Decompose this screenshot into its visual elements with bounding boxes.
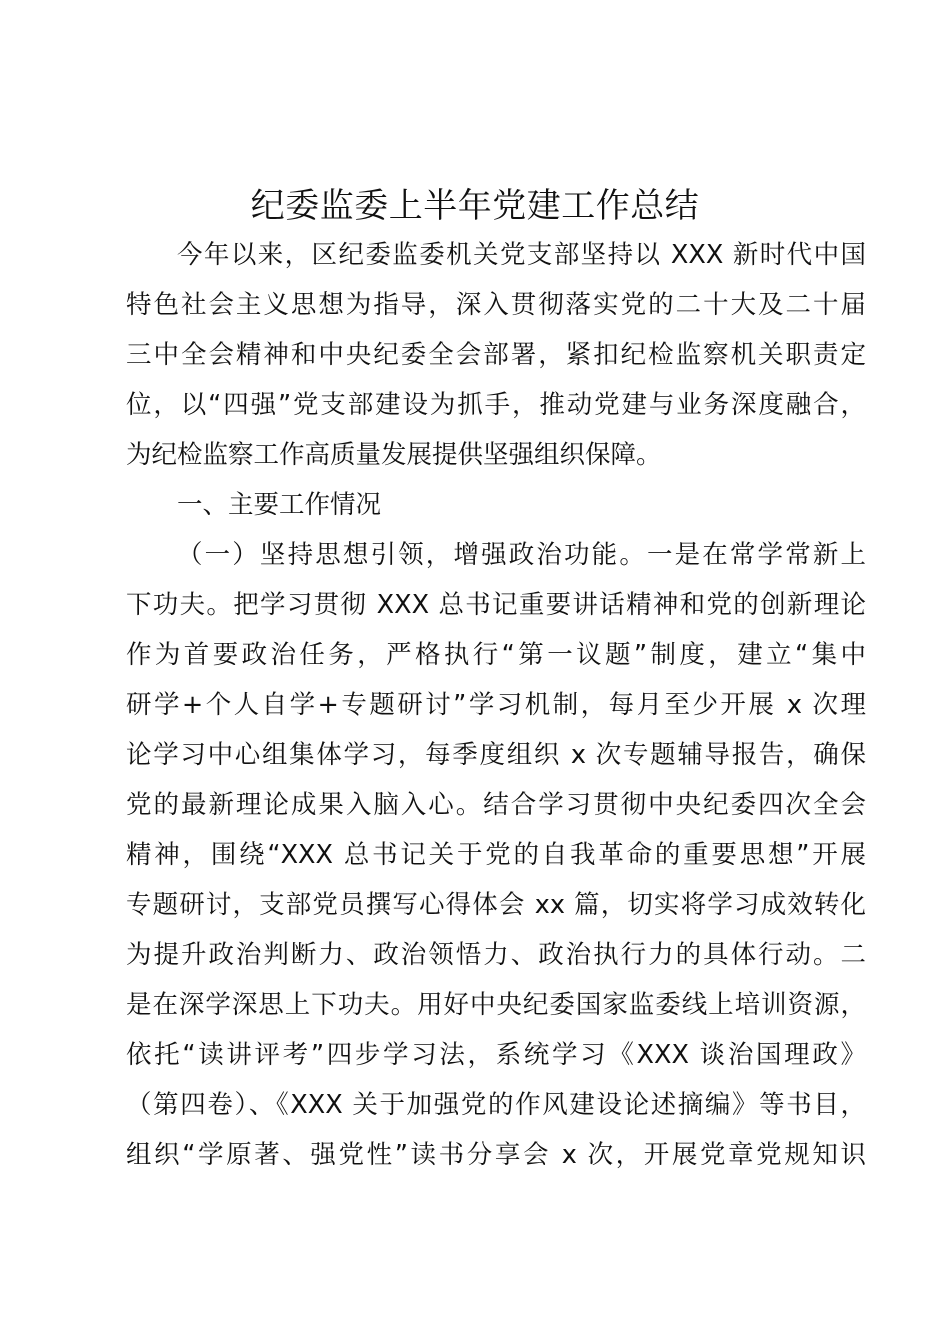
- paragraph-line: 位，以“四强”党支部建设为抓手，推动党建与业务深度融合，: [126, 390, 866, 420]
- document-body: [126, 230, 866, 1180]
- paragraph-line: 是在深学深思上下功夫。用好中央纪委国家监委线上培训资源，: [126, 990, 866, 1020]
- paragraph-line: 作为首要政治任务，严格执行“第一议题”制度，建立“集中: [126, 640, 866, 670]
- paragraph-line: 为提升政治判断力、政治领悟力、政治执行力的具体行动。二: [126, 940, 866, 970]
- section-heading: 一、主要工作情况: [177, 490, 382, 520]
- paragraph-line: （第四卷）、《XXX 关于加强党的作风建设论述摘编》等书目，: [126, 1090, 866, 1120]
- paragraph-line: 三中全会精神和中央纪委全会部署，紧扣纪检监察机关职责定: [126, 340, 866, 370]
- paragraph-line: 精神，围绕“XXX 总书记关于党的自我革命的重要思想”开展: [126, 840, 866, 870]
- paragraph-line: 依托“读讲评考”四步学习法，系统学习《XXX 谈治国理政》: [126, 1040, 866, 1070]
- paragraph-line: 论学习中心组集体学习，每季度组织 x 次专题辅导报告，确保: [126, 740, 866, 770]
- document-title: 纪委监委上半年党建工作总结: [250, 186, 700, 226]
- paragraph-line: 特色社会主义思想为指导，深入贯彻落实党的二十大及二十届: [126, 290, 866, 320]
- paragraph-line: 研学+个人自学+专题研讨”学习机制，每月至少开展 x 次理: [126, 690, 866, 720]
- paragraph-line: （一）坚持思想引领，增强政治功能。一是在常学常新上: [177, 540, 866, 570]
- paragraph-line: 党的最新理论成果入脑入心。结合学习贯彻中央纪委四次全会: [126, 790, 866, 820]
- paragraph-line: 为纪检监察工作高质量发展提供坚强组织保障。: [126, 440, 662, 470]
- paragraph-line: 今年以来，区纪委监委机关党支部坚持以 XXX 新时代中国: [177, 240, 866, 270]
- paragraph-line: 专题研讨，支部党员撰写心得体会 xx 篇，切实将学习成效转化: [126, 890, 866, 920]
- paragraph-line: 下功夫。把学习贯彻 XXX 总书记重要讲话精神和党的创新理论: [126, 590, 866, 620]
- paragraph-line: 组织“学原著、强党性”读书分享会 x 次，开展党章党规知识: [126, 1140, 866, 1170]
